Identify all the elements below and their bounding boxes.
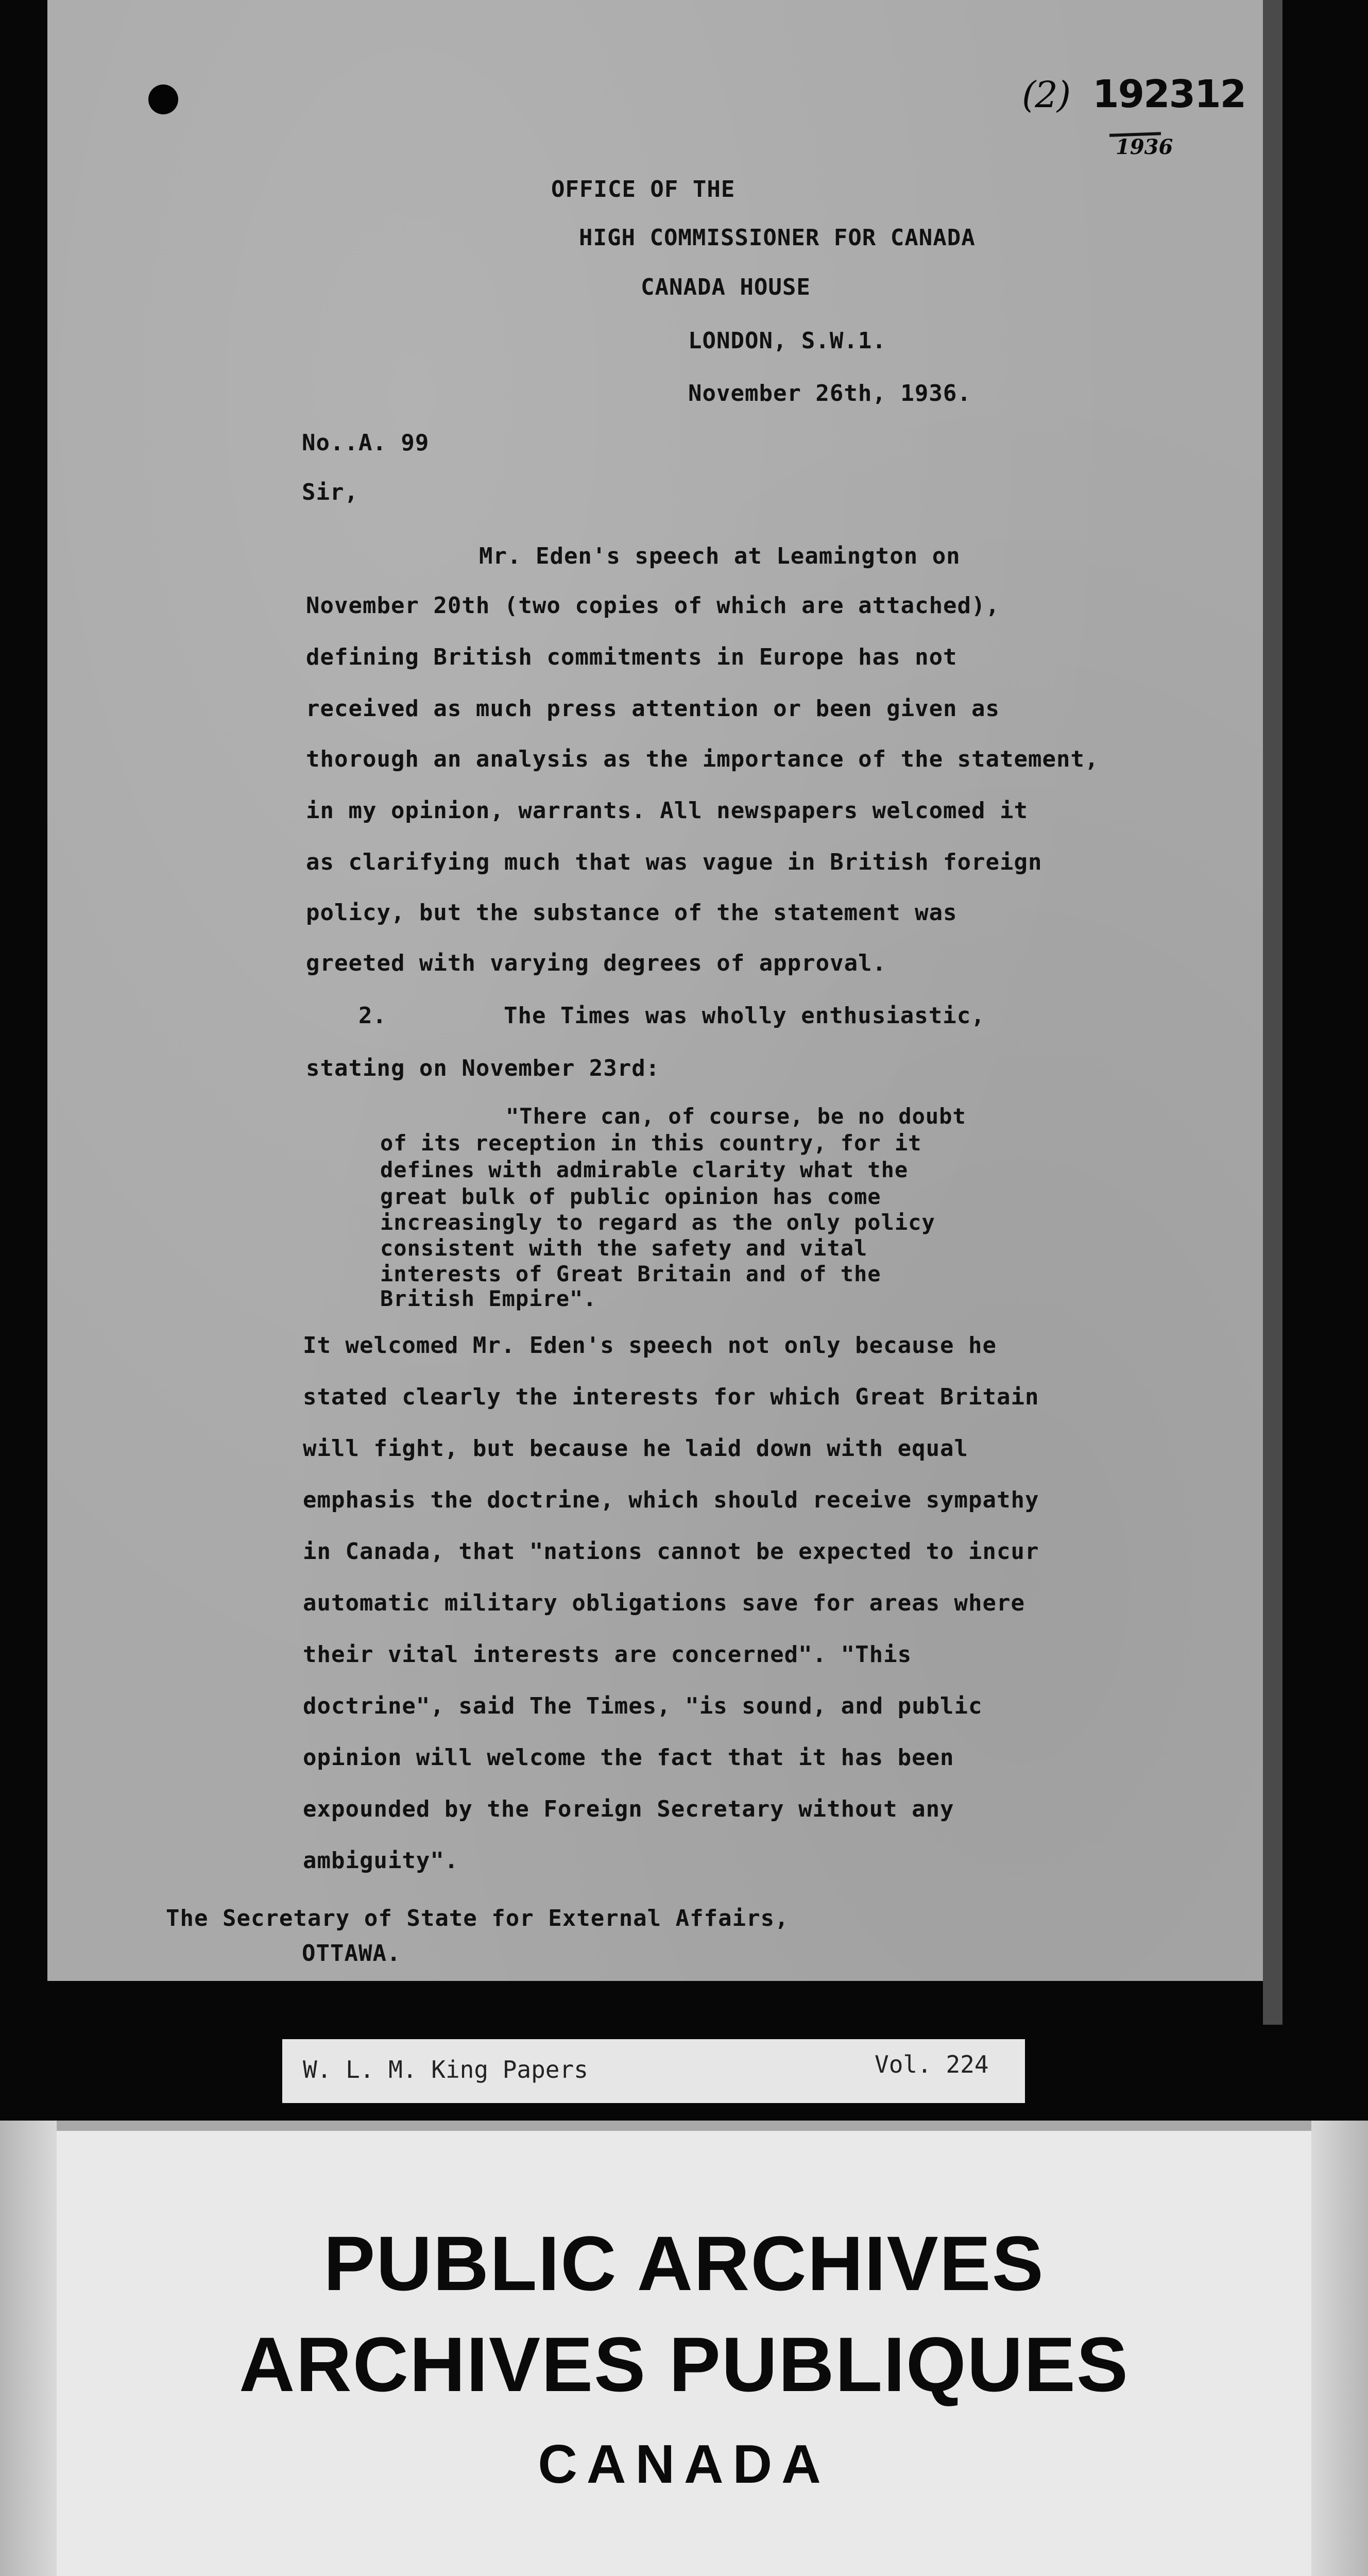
paragraph-3-line-4: emphasis the doctrine, which should receive sympathy xyxy=(303,1487,1039,1513)
letter-page xyxy=(47,0,1263,1981)
punch-hole xyxy=(148,84,178,114)
paragraph-2-number: 2. xyxy=(358,1003,387,1029)
reference-year: 1936 xyxy=(1116,135,1173,159)
paragraph-3-line-5: in Canada, that "nations cannot be expected to incur xyxy=(303,1538,1039,1565)
quote-line-4: great bulk of public opinion has come xyxy=(380,1184,881,1209)
document-number: No..A. 99 xyxy=(302,430,430,456)
paragraph-3-line-11: ambiguity". xyxy=(303,1848,459,1874)
reference-prefix: (2) xyxy=(1022,74,1070,116)
paragraph-3-line-2: stated clearly the interests for which Great Britain xyxy=(303,1384,1039,1410)
paragraph-3-line-9: opinion will welcome the fact that it has been xyxy=(303,1744,954,1771)
paragraph-1-line-8: policy, but the substance of the statement was xyxy=(306,900,957,926)
letterhead-line-4: LONDON, S.W.1. xyxy=(688,328,886,354)
card-top-band xyxy=(0,2121,1368,2131)
paragraph-1-line-3: defining British commitments in Europe has not xyxy=(306,644,957,670)
paragraph-3-line-7: their vital interests are concerned". "This xyxy=(303,1641,912,1668)
paragraph-3-line-3: will fight, but because he laid down with equal xyxy=(303,1435,969,1462)
quote-line-2: of its reception in this country, for it xyxy=(380,1130,922,1156)
archives-country: CANADA xyxy=(538,2434,830,2495)
page-edge-shadow xyxy=(1263,0,1282,2025)
reference-value: 192312 xyxy=(1092,72,1246,116)
paragraph-2-line-1: The Times was wholly enthusiastic, xyxy=(504,1003,985,1029)
archive-label-strip xyxy=(282,2039,1025,2103)
quote-line-1: "There can, of course, be no doubt xyxy=(506,1104,966,1129)
addressee-line-1: The Secretary of State for External Affairs, xyxy=(166,1905,789,1931)
quote-line-7: interests of Great Britain and of the xyxy=(380,1261,881,1286)
quote-line-6: consistent with the safety and vital xyxy=(380,1235,868,1261)
letterhead-line-3: CANADA HOUSE xyxy=(641,274,811,300)
paragraph-1-line-5: thorough an analysis as the importance of the statement, xyxy=(306,746,1099,772)
reference-number xyxy=(1022,72,1245,116)
quote-line-3: defines with admirable clarity what the xyxy=(380,1157,909,1182)
paragraph-2-line-2: stating on November 23rd: xyxy=(306,1055,660,1081)
paragraph-1-line-2: November 20th (two copies of which are attached), xyxy=(306,592,1000,619)
paragraph-1-line-7: as clarifying much that was vague in British foreign xyxy=(306,849,1042,875)
paragraph-3-line-8: doctrine", said The Times, "is sound, and public xyxy=(303,1693,983,1719)
archives-card xyxy=(0,2121,1368,2576)
paragraph-3-line-1: It welcomed Mr. Eden's speech not only because he xyxy=(303,1332,997,1359)
archives-title-french: ARCHIVES PUBLIQUES xyxy=(239,2321,1129,2408)
volume-label: Vol. 224 xyxy=(875,2050,989,2078)
paragraph-1-line-6: in my opinion, warrants. All newspapers welcomed it xyxy=(306,798,1029,824)
letterhead-line-2: HIGH COMMISSIONER FOR CANADA xyxy=(579,225,976,251)
paragraph-1-line-4: received as much press attention or been given as xyxy=(306,696,1000,722)
addressee-line-2: OTTAWA. xyxy=(302,1940,401,1967)
paragraph-3-line-6: automatic military obligations save for areas where xyxy=(303,1590,1025,1616)
archives-title-english: PUBLIC ARCHIVES xyxy=(323,2220,1045,2307)
quote-line-8: British Empire". xyxy=(380,1286,597,1311)
paragraph-3-line-10: expounded by the Foreign Secretary without any xyxy=(303,1796,954,1822)
letterhead-line-1: OFFICE OF THE xyxy=(551,176,736,202)
collection-label: W. L. M. King Papers xyxy=(303,2056,588,2083)
letter-date: November 26th, 1936. xyxy=(688,380,971,406)
paragraph-1-line-9: greeted with varying degrees of approval. xyxy=(306,950,887,976)
salutation: Sir, xyxy=(302,479,358,505)
quote-line-5: increasingly to regard as the only policy xyxy=(380,1210,935,1235)
paragraph-1-line-1: Mr. Eden's speech at Leamington on xyxy=(479,543,961,569)
